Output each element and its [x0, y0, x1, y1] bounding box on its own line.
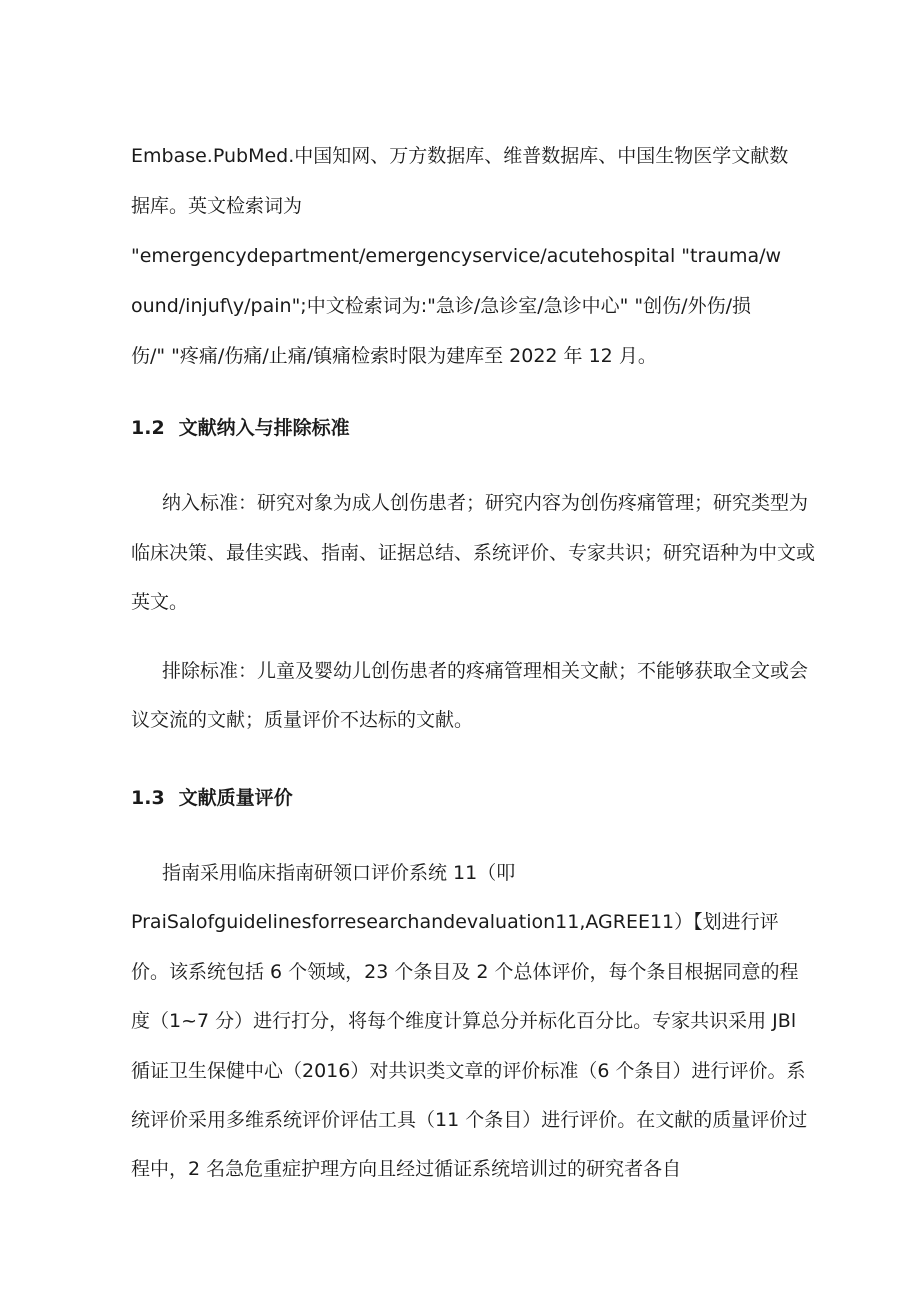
quality-line-1: 指南采用临床指南研领口评价系统 11（叩 — [162, 862, 516, 884]
quality-line-3: 价。该系统包括 6 个领域，23 个条目及 2 个总体评价，每个条目根据同意的程 — [131, 961, 799, 983]
section-heading-1-2 — [131, 415, 350, 441]
section-title: 文献纳入与排除标准 — [178, 417, 350, 439]
search-line-5: 伤/" "疼痛/伤痛/止痛/镇痛检索时限为建库至 2022 年 12 月。 — [131, 345, 657, 367]
exclusion-line-1: 排除标准：儿童及婴幼儿创伤患者的疼痛管理相关文献；不能够获取全文或会 — [162, 660, 809, 682]
quality-line-5: 循证卫生保健中心（2016）对共识类文章的评价标准（6 个条目）进行评价。系 — [131, 1060, 806, 1082]
inclusion-line-2: 临床决策、最佳实践、指南、证据总结、系统评价、专家共识；研究语种为中文或 — [131, 542, 816, 564]
section-number: 1.2 — [131, 417, 165, 439]
search-line-1: Embase.PubMed.中国知网、万方数据库、维普数据库、中国生物医学文献数 — [131, 145, 789, 167]
inclusion-line-1: 纳入标准：研究对象为成人创伤患者；研究内容为创伤疼痛管理；研究类型为 — [162, 492, 809, 514]
search-line-3: "emergencydepartment/emergencyservice/acutehospital "trauma/w — [131, 245, 782, 267]
section-title: 文献质量评价 — [178, 787, 293, 809]
search-line-2: 据库。英文检索词为 — [131, 195, 303, 217]
section-number: 1.3 — [131, 787, 165, 809]
search-line-4: ound/injuf\y/pain";中文检索词为:"急诊/急诊室/急诊中心" "创伤/外伤/损 — [131, 295, 751, 317]
section-heading-1-3 — [131, 785, 293, 811]
quality-line-4: 度（1~7 分）进行打分，将每个维度计算总分并标化百分比。专家共识采用 JBl — [131, 1010, 797, 1032]
exclusion-line-2: 议交流的文献；质量评价不达标的文献。 — [131, 709, 474, 731]
quality-line-6: 统评价采用多维系统评价评估工具（11 个条目）进行评价。在文献的质量评价过 — [131, 1109, 808, 1131]
quality-line-2: PraiSalofguidelinesforresearchandevaluation11,AGREE11）【划进行评 — [131, 911, 779, 933]
quality-line-7: 程中，2 名急危重症护理方向且经过循证系统培训过的研究者各自 — [131, 1158, 682, 1180]
inclusion-line-3: 英文。 — [131, 591, 189, 613]
